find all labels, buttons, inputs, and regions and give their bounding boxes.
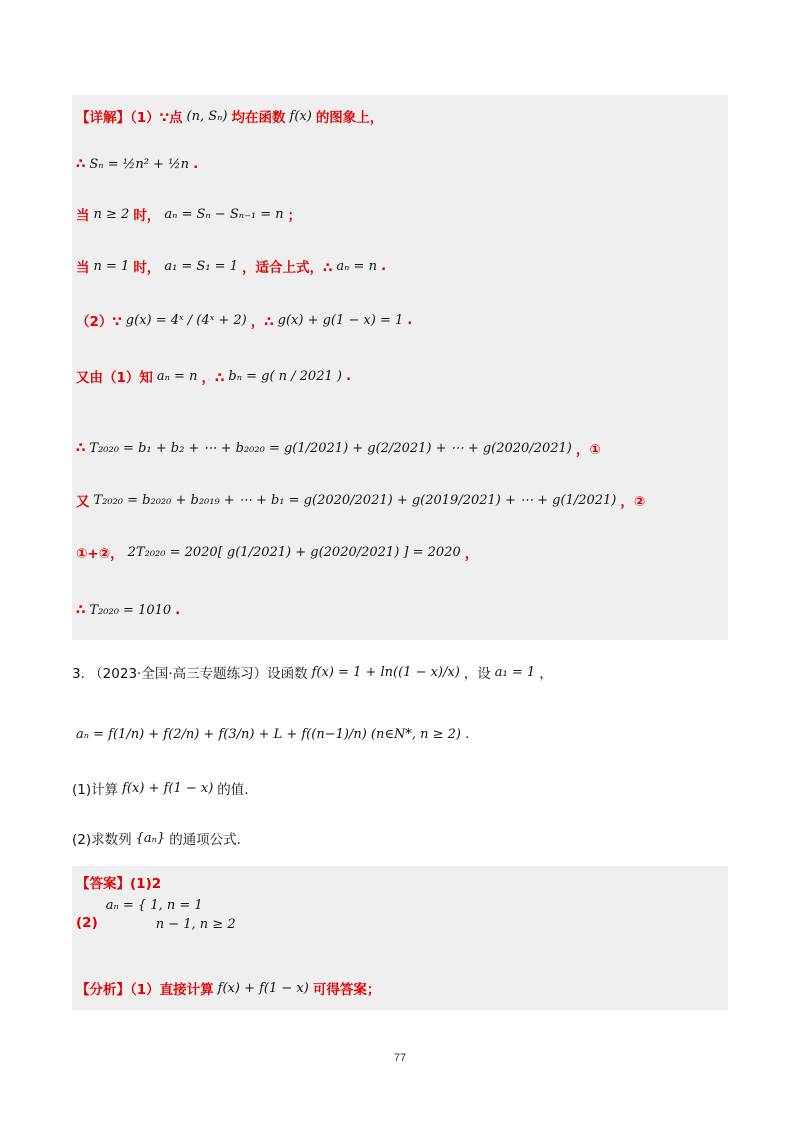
solution-line-5 xyxy=(76,310,412,330)
math-expression: aₙ = { 1, n = 1 xyxy=(105,898,203,913)
solution-line-3 xyxy=(76,204,301,224)
math-expression: bₙ = g( n / 2021 ) xyxy=(228,368,342,384)
math-expression: n − 1, n ≥ 2 xyxy=(155,917,236,932)
problem-line-4 xyxy=(72,828,241,848)
solution-text: ，∴ xyxy=(250,314,274,330)
solution-label: 【详解】（1）∵点 xyxy=(76,110,183,126)
solution-text: 的图象上， xyxy=(315,110,384,126)
math-expression: n ≥ 2 xyxy=(93,206,130,222)
answer-text: (2) xyxy=(76,915,98,931)
math-expression: 2T₂₀₂₀ = 2020[ g(1/2021) + g(2020/2021) ] = 2020 xyxy=(127,544,461,560)
solution-text: 当 xyxy=(76,208,90,224)
solution-text: . xyxy=(345,368,352,384)
problem-line-3 xyxy=(72,778,249,798)
piecewise-expression xyxy=(102,898,240,932)
solution-text: ∴ xyxy=(76,440,86,456)
solution-line-7 xyxy=(76,438,601,458)
problem-text: 的通项公式. xyxy=(169,832,241,848)
math-expression: T₂₀₂₀ = b₁ + b₂ + ⋯ + b₂₀₂₀ = g(1/2021) + g(2/2021) + ⋯ + g(2020/2021) xyxy=(89,440,572,456)
solution-line-2 xyxy=(76,156,198,172)
solution-text: 又由（1）知 xyxy=(76,370,153,386)
solution-text: 时， xyxy=(133,208,161,224)
solution-line-4 xyxy=(76,256,386,276)
solution-text: 时， xyxy=(133,260,161,276)
math-expression: f(x) xyxy=(289,108,312,124)
solution-text: ，∴ xyxy=(201,370,225,386)
problem-line-2 xyxy=(72,726,469,742)
solution-text: （2）∵ xyxy=(76,314,122,330)
solution-text: ，① xyxy=(575,442,601,458)
problem-text: (2)求数列 xyxy=(72,832,132,848)
solution-text: ∴ xyxy=(76,602,86,618)
math-expression: {aₙ} xyxy=(135,830,166,846)
solution-text: 当 xyxy=(76,260,90,276)
solution-text: . xyxy=(407,312,413,328)
math-expression: g(x) + g(1 − x) = 1 xyxy=(277,312,404,328)
math-expression: Sₙ = ½n² + ½n xyxy=(89,156,190,172)
answer-line-2 xyxy=(76,898,240,932)
solution-text: ，② xyxy=(620,494,646,510)
solution-text: ； xyxy=(287,208,302,224)
math-expression: T₂₀₂₀ = b₂₀₂₀ + b₂₀₁₉ + ⋯ + b₁ = g(2020/2021) + g(2019/2021) + ⋯ + g(1/2021) xyxy=(93,492,617,508)
problem-text: 的值. xyxy=(217,782,249,798)
math-expression: f(x) + f(1 − x) xyxy=(217,980,309,996)
solution-line-1 xyxy=(76,106,383,126)
math-expression: aₙ = Sₙ − Sₙ₋₁ = n xyxy=(164,206,284,222)
answer-line-3 xyxy=(76,978,380,998)
solution-text: . xyxy=(193,156,199,172)
math-expression: aₙ = f(1/n) + f(2/n) + f(3/n) + L + f((n−1)/n) (n∈N*, n ≥ 2) xyxy=(76,726,461,742)
solution-text: ①+②， xyxy=(76,546,124,562)
analysis-label: 【分析】（1）直接计算 xyxy=(76,982,214,998)
page-number: 77 xyxy=(393,1052,407,1064)
problem-text: . xyxy=(464,726,470,742)
solution-line-9 xyxy=(76,542,478,562)
math-expression: aₙ = n xyxy=(336,258,377,274)
problem-text: ，设 xyxy=(463,666,491,682)
math-expression: a₁ = S₁ = 1 xyxy=(164,258,238,274)
solution-line-8 xyxy=(76,490,645,510)
solution-line-6 xyxy=(76,366,351,386)
solution-text: . xyxy=(380,258,387,274)
math-expression: T₂₀₂₀ = 1010 xyxy=(89,602,172,618)
math-expression: f(x) = 1 + ln((1 − x)/x) xyxy=(311,664,460,680)
math-expression: (n, Sₙ) xyxy=(186,108,228,124)
math-expression: f(x) + f(1 − x) xyxy=(122,780,214,796)
solution-text: ，适合上式，∴ xyxy=(241,260,333,276)
answer-text: 可得答案； xyxy=(312,982,381,998)
solution-text: ， xyxy=(464,546,479,562)
solution-text: ∴ xyxy=(76,156,86,172)
solution-text: . xyxy=(175,602,181,618)
problem-text: 3. （2023·全国·高三专题练习）设函数 xyxy=(72,666,308,682)
problem-text: ， xyxy=(539,666,553,682)
math-expression: aₙ = n xyxy=(156,368,198,384)
problem-line-1 xyxy=(72,662,553,682)
solution-text: 均在函数 xyxy=(231,110,286,126)
answer-label: 【答案】(1)2 xyxy=(76,876,162,892)
solution-line-10 xyxy=(76,602,180,618)
math-expression: a₁ = 1 xyxy=(494,664,536,680)
math-expression: n = 1 xyxy=(93,258,130,274)
solution-text: 又 xyxy=(76,494,90,510)
problem-text: (1)计算 xyxy=(72,782,119,798)
answer-line-1 xyxy=(76,872,161,892)
math-expression: g(x) = 4ˣ / (4ˣ + 2) xyxy=(125,312,247,328)
